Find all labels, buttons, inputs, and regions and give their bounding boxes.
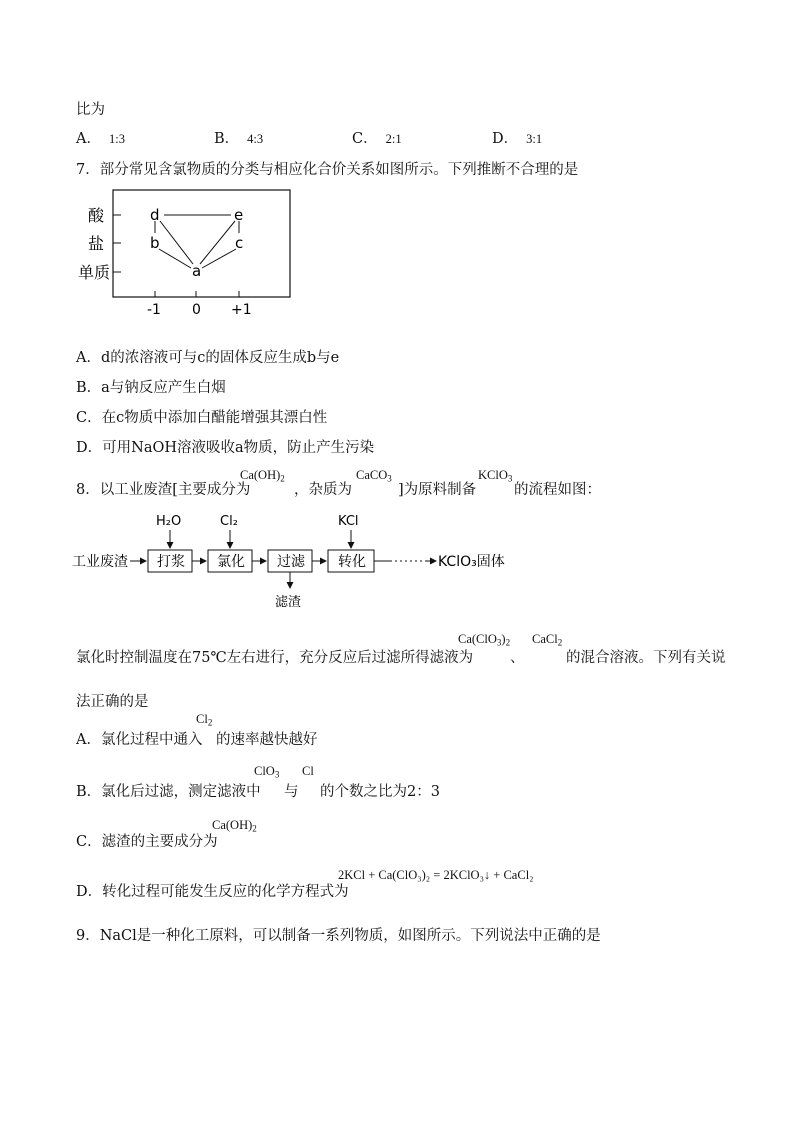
q7-option-b: B．a与钠反应产生白烟 <box>76 380 226 396</box>
y-label-element: 单质 <box>78 263 111 282</box>
flow-input-kcl: KCl <box>338 514 359 529</box>
q7-classification-diagram <box>76 186 306 320</box>
node-e: e <box>234 206 244 224</box>
flow-input-cl2: Cl₂ <box>220 514 238 529</box>
formula-ca-oh2-c: $Ca(OH)_2$ <box>212 818 257 834</box>
q6-tail-text: 比为 <box>76 102 105 118</box>
formula-cl-ion: Cl <box>302 764 314 778</box>
q8-text-1: 氯化时控制温度在75℃左右进行，充分反应后过滤所得滤液为 <box>76 650 474 666</box>
q6-option-b: B． 4:3 <box>214 131 264 147</box>
y-label-salt: 盐 <box>88 234 105 253</box>
q8-option-b: B．氯化后过滤，测定滤液中 <box>76 784 261 800</box>
q7-option-c: C．在c物质中添加白醋能增强其漂白性 <box>76 410 328 426</box>
flow-byproduct: 滤渣 <box>275 595 302 610</box>
node-a: a <box>192 262 202 280</box>
svg-text:打浆: 打浆 <box>157 554 185 570</box>
q7-stem: 7．部分常见含氯物质的分类与相应化合价关系如图所示。下列推断不合理的是 <box>76 162 579 178</box>
formula-caco3: CaCO$_3$ <box>356 468 392 484</box>
q8-stem-4: 的流程如图： <box>514 482 601 498</box>
q7-option-d: D．可用NaOH溶液吸收a物质，防止产生污染 <box>76 440 375 456</box>
svg-text:转化: 转化 <box>338 554 366 570</box>
q8-option-d: D．转化过程可能发生反应的化学方程式为 <box>76 884 349 900</box>
q8-option-b-and: 与 <box>284 784 299 800</box>
q8-stem-3: ]为原料制备 <box>398 482 477 498</box>
y-label-acid: 酸 <box>88 206 105 225</box>
flow-start: 工业废渣 <box>72 554 128 570</box>
q6-option-c: C． 2:1 <box>352 131 402 147</box>
q8-text-1-end: 的混合溶液。下列有关说 <box>566 650 726 666</box>
x-tick-neg1: -1 <box>147 302 161 318</box>
flow-output: KClO₃固体 <box>438 554 505 570</box>
svg-text:氯化: 氯化 <box>217 554 245 570</box>
q8-text-2: 法正确的是 <box>76 694 149 710</box>
q8-equation: 2KCl + Ca(ClO₃)₂ = 2KClO₃↓ + CaCl₂ <box>338 868 534 882</box>
q8-stem-2: ，杂质为 <box>294 482 352 498</box>
formula-cl2: $Cl_2$ <box>196 712 213 728</box>
q8-option-a: A．氯化过程中通入 <box>76 732 203 748</box>
x-tick-0: 0 <box>192 302 201 318</box>
q6-option-a: A． 1:3 <box>76 131 125 147</box>
node-c: c <box>235 234 244 252</box>
formula-kclo3: KClO$_3$ <box>478 468 513 484</box>
q7-option-a: A．d的浓溶液可与c的固体反应生成b与e <box>76 350 340 366</box>
formula-cacl2: CaCl$_2$ <box>532 632 563 648</box>
flow-input-water: H₂O <box>156 514 182 529</box>
q8-option-c: C．滤渣的主要成分为 <box>76 834 218 850</box>
q8-flow-diagram <box>70 508 530 618</box>
formula-ca-oh2: $Ca(OH)_2$ <box>240 468 285 484</box>
x-tick-pos1: +1 <box>231 302 252 318</box>
formula-clo3-ion: ClO$_3$ <box>254 764 280 780</box>
formula-ca-clo3-2: $Ca(ClO_3)_2$ <box>458 632 511 648</box>
q6-option-d: D． 3:1 <box>492 131 543 147</box>
svg-text:过滤: 过滤 <box>277 554 305 570</box>
q8-text-sep: 、 <box>510 650 525 666</box>
q8-stem-1: 8．以工业废渣[主要成分为 <box>76 482 251 498</box>
node-d: d <box>150 206 160 224</box>
q8-option-a-end: 的速率越快越好 <box>216 732 318 748</box>
q8-option-b-end: 的个数之比为2：3 <box>320 784 440 800</box>
diagram-frame <box>113 190 290 297</box>
q9-stem: 9．NaCl是一种化工原料，可以制备一系列物质，如图所示。下列说法中正确的是 <box>76 928 601 944</box>
node-b: b <box>150 234 160 252</box>
